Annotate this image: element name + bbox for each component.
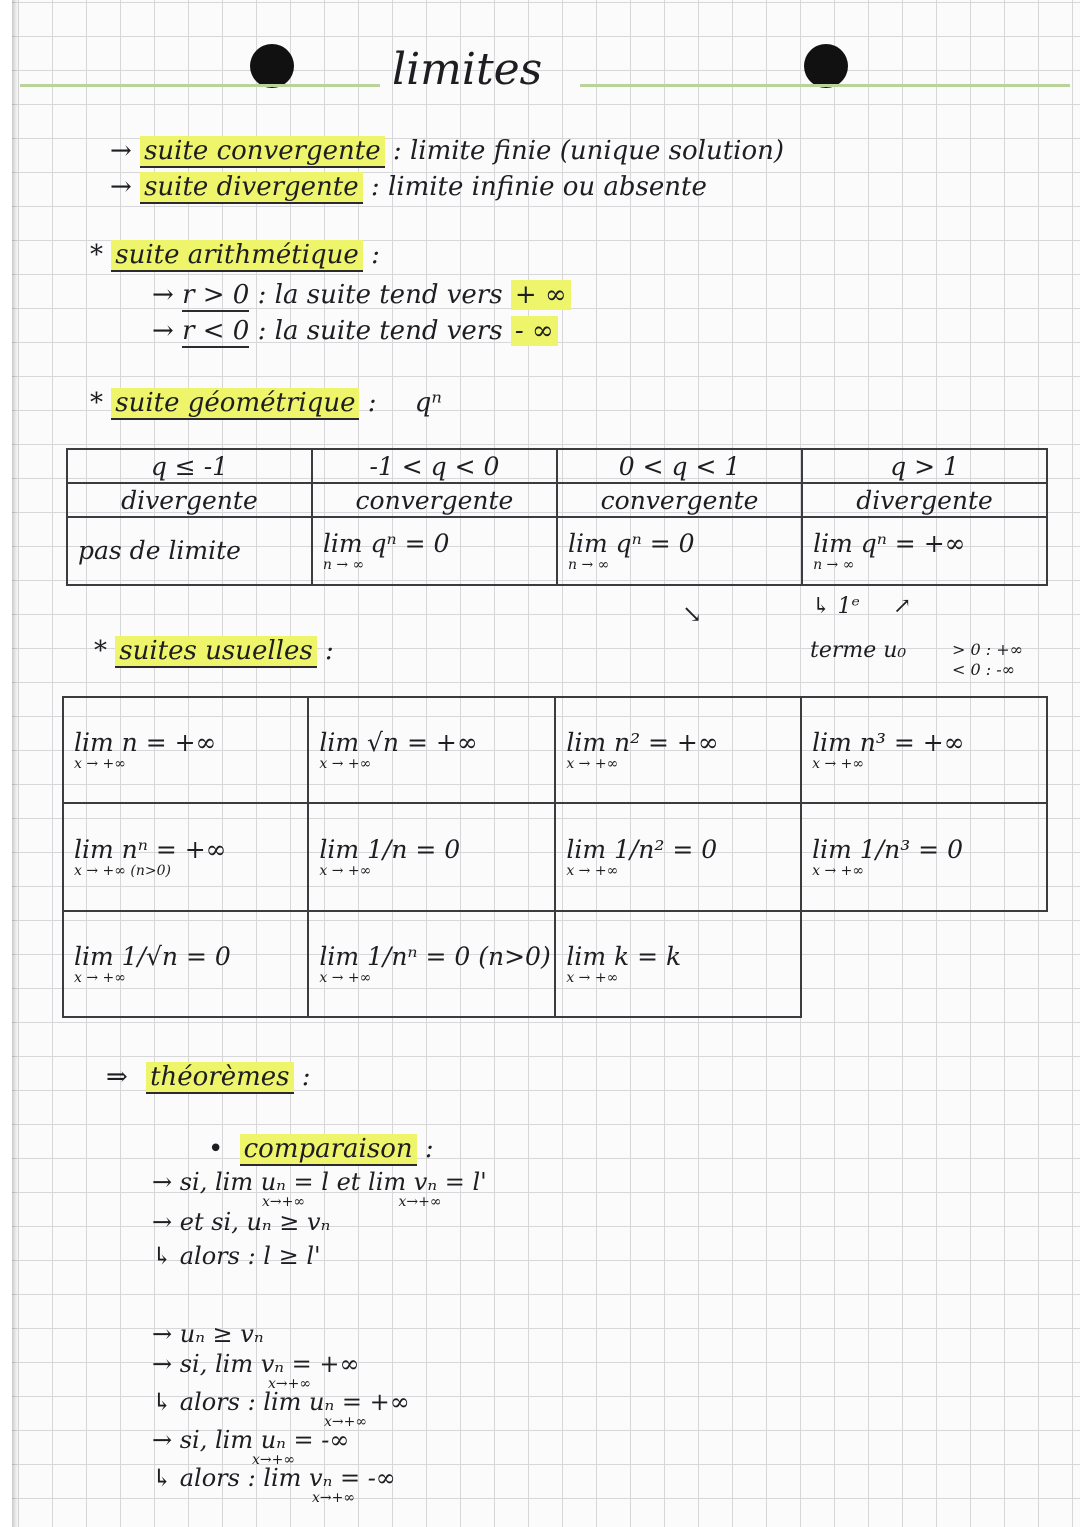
limit-main: lim n = +∞ xyxy=(74,728,217,757)
limit-sub: x → +∞ xyxy=(812,863,865,879)
theorem-sub: x→+∞ xyxy=(324,1414,368,1430)
theorem-line xyxy=(152,1242,487,1276)
arrow-down-right-icon: ↘ xyxy=(682,600,703,628)
definition-convergente xyxy=(110,136,784,166)
comparaison-block-2 xyxy=(152,1320,410,1504)
theorem-sub: x→+∞ x→+∞ xyxy=(262,1194,442,1210)
usuelles-cell xyxy=(308,803,555,911)
rule-condition: r < 0 xyxy=(182,316,250,346)
geo-header-cell: q > 1 xyxy=(802,449,1047,483)
arrow-icon: → xyxy=(152,280,174,310)
limit-main: lim n² = +∞ xyxy=(566,728,719,757)
star-icon: * xyxy=(94,636,107,666)
theoremes-heading-line xyxy=(106,1062,311,1092)
geo-heading-line xyxy=(90,388,442,418)
colon: : xyxy=(371,240,380,270)
term-divergente: suite divergente xyxy=(140,172,363,204)
limit-sub: x → +∞ xyxy=(812,756,865,772)
theorem-text: → si, lim vₙ = +∞ xyxy=(152,1350,360,1378)
usuelles-row xyxy=(63,803,1047,911)
geo-header-row xyxy=(67,449,1047,483)
usuelles-heading-line xyxy=(94,636,334,666)
theorem-text: ↳ alors : l ≥ l' xyxy=(152,1242,321,1270)
limit-main: lim √n = +∞ xyxy=(319,728,478,757)
geo-header-cell: q ≤ -1 xyxy=(67,449,312,483)
geo-header-cell: 0 < q < 1 xyxy=(557,449,802,483)
rule-result: - ∞ xyxy=(511,316,558,346)
theorem-line xyxy=(152,1428,410,1466)
theorem-text: ↳ alors : lim vₙ = -∞ xyxy=(152,1464,396,1492)
limit-main: lim 1/n = 0 xyxy=(319,835,461,864)
hook-arrow-icon: ↳ xyxy=(812,594,831,619)
geo-type-cell: divergente xyxy=(802,483,1047,517)
limit-sub: x → +∞ xyxy=(319,970,372,986)
comparaison-block-1 xyxy=(152,1170,487,1276)
usuelles-row xyxy=(63,697,1047,803)
arrow-icon: → xyxy=(110,172,132,202)
comparaison-heading: comparaison xyxy=(240,1134,417,1166)
limit-sub: x → +∞ xyxy=(74,970,126,986)
theorem-text: ↳ alors : lim uₙ = +∞ xyxy=(152,1388,410,1416)
limit-sub: n → ∞ xyxy=(813,557,855,573)
limit-main: lim 1/nⁿ = 0 (n>0) xyxy=(319,942,551,971)
usuelles-cell xyxy=(801,803,1047,911)
usuelles-empty-cell xyxy=(801,911,1047,1017)
arith-rule-negative xyxy=(152,316,558,346)
separator: : xyxy=(392,136,402,166)
definition-text: limite infinie ou absente xyxy=(387,172,707,202)
theorem-line xyxy=(152,1320,410,1352)
colon: : xyxy=(367,388,377,418)
theorem-sub: x→+∞ xyxy=(312,1490,356,1506)
geo-type-cell: divergente xyxy=(67,483,312,517)
rule-result: + ∞ xyxy=(511,280,571,310)
arrow-icon: → xyxy=(110,136,132,166)
limit-main: lim n³ = +∞ xyxy=(812,728,965,757)
limit-sub: x → +∞ xyxy=(566,756,619,772)
top-margin-line-right xyxy=(580,84,1070,87)
geo-table xyxy=(66,448,1048,586)
separator: : xyxy=(370,172,380,202)
usuelles-cell xyxy=(63,697,308,803)
limit-sub: x → +∞ xyxy=(319,863,372,879)
usuelles-row xyxy=(63,911,1047,1017)
definition-divergente xyxy=(110,172,707,202)
first-term-label: terme u₀ xyxy=(810,638,907,663)
star-icon: * xyxy=(90,388,103,418)
first-label: 1ᵉ xyxy=(837,594,860,619)
limit-sub: n → ∞ xyxy=(322,557,365,573)
usuelles-cell xyxy=(555,697,801,803)
theorem-text: → et si, uₙ ≥ vₙ xyxy=(152,1208,331,1236)
limit-main: lim nⁿ = +∞ xyxy=(74,835,227,864)
geo-limit-row xyxy=(67,517,1047,585)
definition-text: limite finie (unique solution) xyxy=(409,136,785,166)
limit-sub: x → +∞ xyxy=(566,970,619,986)
arith-heading-line xyxy=(90,240,380,270)
usuelles-heading: suites usuelles xyxy=(115,636,316,668)
double-arrow-icon: ⇒ xyxy=(106,1062,128,1092)
limit-main: lim 1/n² = 0 xyxy=(566,835,718,864)
geo-type-cell: convergente xyxy=(557,483,802,517)
arith-rule-positive xyxy=(152,280,571,310)
limit-sub: n → ∞ xyxy=(567,557,610,573)
theorem-line xyxy=(152,1170,487,1208)
punch-hole-left xyxy=(250,44,294,88)
theorem-text: → si, lim uₙ = -∞ xyxy=(152,1426,350,1454)
limit-main: lim qⁿ = 0 xyxy=(567,529,695,558)
geo-type-cell: convergente xyxy=(312,483,557,517)
comparaison-heading-line xyxy=(208,1134,434,1164)
limit-sub: x → +∞ xyxy=(74,756,126,772)
limit-main: lim k = k xyxy=(566,942,682,971)
usuelles-cell xyxy=(308,697,555,803)
limit-main: pas de limite xyxy=(78,536,241,565)
term-convergente: suite convergente xyxy=(140,136,385,168)
rule-text: : la suite tend vers xyxy=(257,316,503,346)
rule-condition: r > 0 xyxy=(182,280,250,310)
theorem-line xyxy=(152,1352,410,1390)
theorem-sub: x→+∞ xyxy=(252,1452,296,1468)
geo-limit-cell xyxy=(802,517,1047,585)
first-term-positive: > 0 : +∞ xyxy=(952,640,1023,659)
theorem-text: → si, lim uₙ = l et lim vₙ = l' xyxy=(152,1168,487,1196)
geo-header-cell: -1 < q < 0 xyxy=(312,449,557,483)
first-term-note xyxy=(812,594,911,619)
usuelles-table xyxy=(62,696,1048,1018)
bullet-icon: • xyxy=(208,1134,224,1164)
theorem-line xyxy=(152,1208,487,1242)
theoremes-heading: théorèmes xyxy=(146,1062,293,1094)
punch-hole-right xyxy=(804,44,848,88)
colon: : xyxy=(324,636,334,666)
usuelles-cell xyxy=(308,911,555,1017)
geo-formula: qⁿ xyxy=(414,388,442,418)
limit-main: lim 1/n³ = 0 xyxy=(812,835,963,864)
limit-main: lim 1/√n = 0 xyxy=(74,942,231,971)
colon: : xyxy=(424,1134,434,1164)
usuelles-cell xyxy=(555,911,801,1017)
geo-limit-cell xyxy=(67,517,312,585)
arrow-icon: → xyxy=(152,316,174,346)
page-title: limites xyxy=(392,44,543,95)
limit-main: lim qⁿ = 0 xyxy=(322,529,450,558)
usuelles-cell xyxy=(555,803,801,911)
top-margin-line-left xyxy=(20,84,380,87)
geo-limit-cell xyxy=(312,517,557,585)
notebook-page xyxy=(12,0,1080,1527)
geo-heading: suite géométrique xyxy=(111,388,359,420)
star-icon: * xyxy=(90,240,103,270)
arrow-up-right-icon: ↗ xyxy=(892,594,912,619)
limit-sub: x → +∞ xyxy=(566,863,619,879)
geo-type-row xyxy=(67,483,1047,517)
colon: : xyxy=(301,1062,311,1092)
usuelles-cell xyxy=(801,697,1047,803)
limit-main: lim qⁿ = +∞ xyxy=(813,529,966,558)
usuelles-cell xyxy=(63,803,308,911)
theorem-text: → uₙ ≥ vₙ xyxy=(152,1320,264,1348)
theorem-line xyxy=(152,1466,410,1504)
rule-text: : la suite tend vers xyxy=(257,280,503,310)
geo-limit-cell xyxy=(557,517,802,585)
first-term-negative: < 0 : -∞ xyxy=(952,660,1015,679)
limit-sub: x → +∞ xyxy=(319,756,372,772)
limit-sub: x → +∞ (n>0) xyxy=(74,863,171,879)
theorem-line xyxy=(152,1390,410,1428)
usuelles-cell xyxy=(63,911,308,1017)
arith-heading: suite arithmétique xyxy=(111,240,363,272)
theorem-sub: x→+∞ xyxy=(268,1376,312,1392)
